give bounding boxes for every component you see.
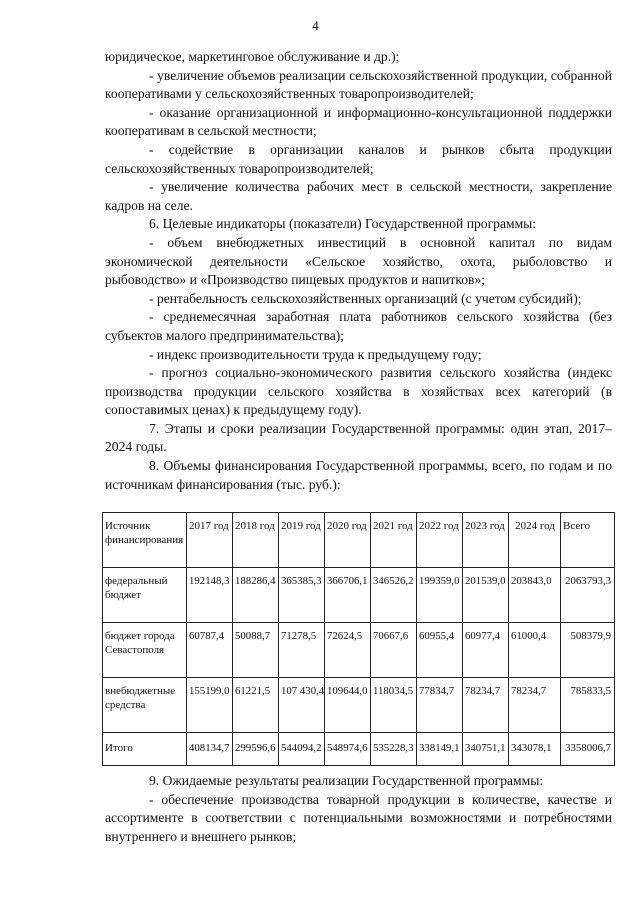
table-cell: 118034,5 (371, 678, 417, 733)
table-header-cell: 2020 год (325, 513, 371, 568)
table-cell: 70667,6 (371, 623, 417, 678)
table-cell: 338149,1 (417, 733, 463, 766)
table-cell: 535228,3 (371, 733, 417, 766)
table-cell: 192148,3 (187, 568, 233, 623)
table-cell: 72624,5 (325, 623, 371, 678)
table-cell: 60977,4 (463, 623, 509, 678)
table-header-cell: Всего (561, 513, 615, 568)
paragraph: юридическое, маркетинговое обслуживание и др.); (105, 49, 400, 64)
table-cell: 188286,4 (233, 568, 279, 623)
table-cell: 203843,0 (509, 568, 561, 623)
table-cell: 299596,6 (233, 733, 279, 766)
table-cell: 77834,7 (417, 678, 463, 733)
table-header-cell: Источник финансирования (103, 513, 187, 568)
paragraph: - прогноз социально-экономического развития сельского хозяйства (индекс производства продукции сельского хозяйства в хозяйствах всех категорий (в сопоставимых ценах) к предыдущему году). (105, 365, 612, 418)
table-cell: 346526,2 (371, 568, 417, 623)
table-cell: 544094,2 (279, 733, 325, 766)
table-cell: 71278,5 (279, 623, 325, 678)
table-cell: внебюджетные средства (103, 678, 187, 733)
table-cell: 155199,0 (187, 678, 233, 733)
table-cell: 199359,0 (417, 568, 463, 623)
table-cell: 201539,0 (463, 568, 509, 623)
table-header-cell: 2024 год (509, 513, 561, 568)
table-row (103, 568, 615, 623)
table-header-cell: 2022 год (417, 513, 463, 568)
table-cell: бюджет города Севастополя (103, 623, 187, 678)
table-total-row (103, 733, 615, 766)
section-heading: 7. Этапы и сроки реализации Государственной программы: один этап, 2017–2024 годы. (105, 420, 612, 455)
section-heading: 9. Ожидаемые результаты реализации Государственной программы: (149, 773, 544, 788)
table-header-row (103, 513, 615, 568)
table-cell: федеральный бюджет (103, 568, 187, 623)
table-cell: 340751,1 (463, 733, 509, 766)
table-cell: 508379,9 (561, 623, 615, 678)
table-cell: 366706,1 (325, 568, 371, 623)
table-header-cell: 2023 год (463, 513, 509, 568)
paragraph: - индекс производительности труда к предыдущему году; (149, 346, 482, 362)
table-row (103, 678, 615, 733)
financing-table (102, 512, 614, 766)
section-heading: 6. Целевые индикаторы (показатели) Государственной программы: (149, 216, 537, 232)
table-header-cell: 2021 год (371, 513, 417, 568)
table-cell: 343078,1 (509, 733, 561, 766)
table-cell: 408134,7 (187, 733, 233, 766)
paragraph: - увеличение количества рабочих мест в сельской местности, закрепление кадров на селе. (105, 179, 612, 213)
page-number: 4 (312, 18, 319, 33)
table-cell: 2063793,3 (561, 568, 615, 623)
table-cell: 109644,0 (325, 678, 371, 733)
table-cell: 50088,7 (233, 623, 279, 678)
paragraph: - рентабельность сельскохозяйственных организаций (с учетом субсидий); (149, 290, 582, 306)
paragraph: - среднемесячная заработная плата работников сельского хозяйства (без субъектов малого предпринимательства); (105, 309, 612, 343)
table-cell: 60955,4 (417, 623, 463, 678)
table-row (103, 623, 615, 678)
section-heading: 8. Объемы финансирования Государственной программы, всего, по годам и по источникам финансирования (тыс. руб.): (105, 458, 612, 492)
table-cell: 107 430,4 (279, 678, 325, 733)
table-header-cell: 2019 год (279, 513, 325, 568)
table-cell: 365385,3 (279, 568, 325, 623)
document-body-continued (105, 772, 612, 846)
table-cell: 78234,7 (509, 678, 561, 733)
paragraph: - объем внебюджетных инвестиций в основной капитал по видам экономической деятельности «Сельское хозяйство, охота, рыболовство и рыбоводство» и «Производство пищевых продуктов и напитков»; (105, 234, 612, 288)
table-cell: 60787,4 (187, 623, 233, 678)
paragraph: - оказание организационной и информационно-консультационной поддержки кооперативам в сельской местности; (105, 104, 612, 139)
table-header-cell: 2018 год (233, 513, 279, 568)
table-cell: 78234,7 (463, 678, 509, 733)
paragraph: - увеличение объемов реализации сельскохозяйственной продукции, собранной кооперативами у сельскохозяйственных товаропроизводителей; (105, 67, 612, 102)
paragraph: - содействие в организации каналов и рынков сбыта продукции сельскохозяйственных товаропроизводителей; (105, 141, 612, 176)
table-cell: 61000,4 (509, 623, 561, 678)
table-cell: 3358006,7 (561, 733, 615, 766)
table-cell: 61221,5 (233, 678, 279, 733)
document-body (105, 48, 612, 494)
table-cell: 785833,5 (561, 678, 615, 733)
paragraph: - обеспечение производства товарной продукции в количестве, качестве и ассортименте в соответствии с потенциальными возможностями и потребностями внутреннего и внешнего рынков; (105, 791, 612, 844)
table-cell: Итого (103, 733, 187, 766)
table-header-cell: 2017 год (187, 513, 233, 568)
table-cell: 548974,6 (325, 733, 371, 766)
